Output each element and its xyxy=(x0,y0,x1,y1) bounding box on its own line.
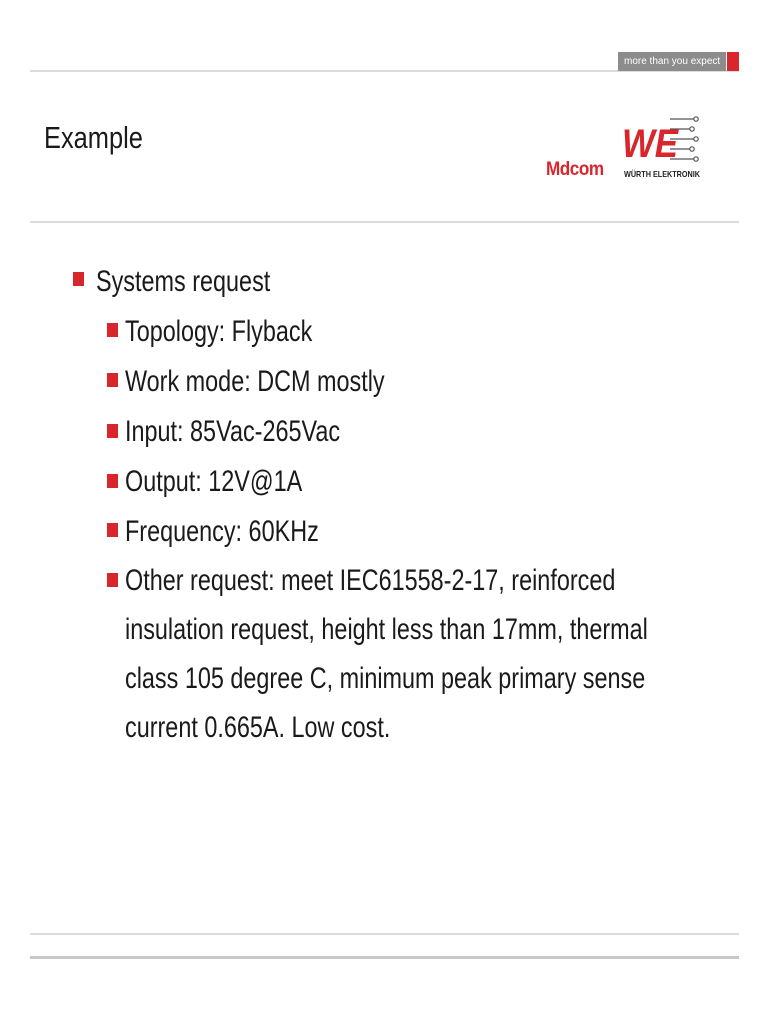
bullet-marker xyxy=(107,424,118,438)
bullet-marker xyxy=(107,523,118,537)
bullet-marker xyxy=(107,474,118,488)
mdcom-logo: Mdcom xyxy=(546,159,604,180)
footer-rule-bottom xyxy=(30,956,739,959)
svg-text:WÜRTH ELEKTRONIK: WÜRTH ELEKTRONIK xyxy=(624,169,701,179)
svg-text:WE: WE xyxy=(622,122,680,166)
list-item-continuation: current 0.665A. Low cost. xyxy=(125,711,391,744)
list-item: Topology: Flyback xyxy=(125,315,313,348)
list-item-other-request: Other request: meet IEC61558-2-17, reinforced xyxy=(125,564,616,597)
tagline-banner: more than you expect xyxy=(618,52,726,71)
bullet-marker xyxy=(107,323,118,337)
page-title: Example xyxy=(44,120,143,155)
footer-rule-top xyxy=(30,933,739,935)
bullet-marker xyxy=(73,272,84,286)
list-item: Input: 85Vac-265Vac xyxy=(125,415,341,448)
bullet-marker xyxy=(107,373,118,387)
list-item-level1: Systems request xyxy=(96,265,271,298)
list-item: Output: 12V@1A xyxy=(125,465,303,498)
list-item-continuation: class 105 degree C, minimum peak primary sense xyxy=(125,662,646,695)
list-item-continuation: insulation request, height less than 17mm, thermal xyxy=(125,613,648,646)
tagline-accent xyxy=(727,52,739,71)
list-item: Work mode: DCM mostly xyxy=(125,365,385,398)
bullet-marker xyxy=(107,573,118,587)
list-item: Frequency: 60KHz xyxy=(125,515,319,548)
wurth-elektronik-logo xyxy=(620,111,702,183)
header-divider xyxy=(30,221,739,223)
